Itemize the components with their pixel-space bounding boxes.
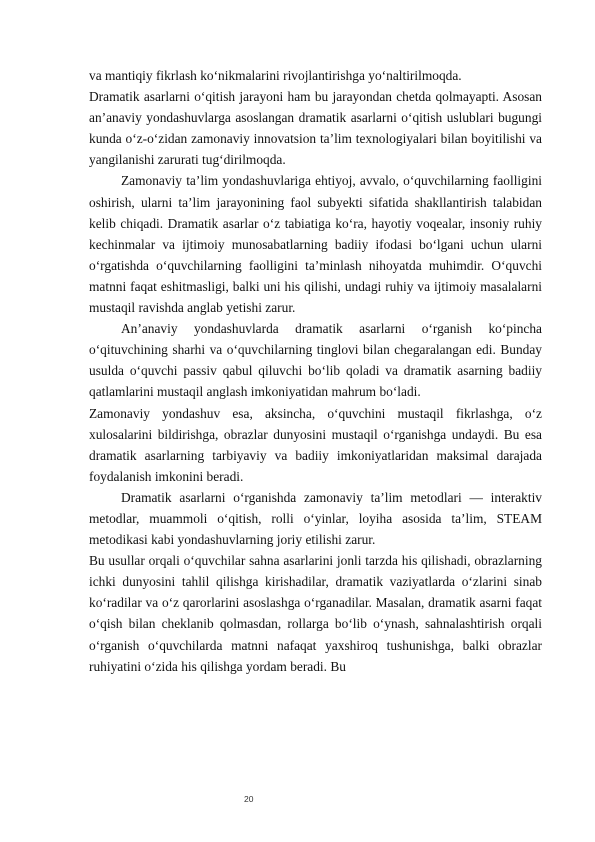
page-number: 20 (244, 794, 254, 804)
paragraph: Dramatik asarlarni o‘qitish jarayoni ham bu jarayondan chetda qolmayapti. Asosan an’anaviy yondashuvlarga asoslangan dramatik asarlarni o‘qitish uslublari bugungi kunda o‘z-o‘zidan zamonaviy innovatsion ta’lim texnologiyalari bilan boyitilishi va yangilanishi zarurati tug‘dirilmoqda. (89, 89, 542, 168)
paragraph: Dramatik asarlarni o‘rganishda zamonaviy ta’lim metodlari — interaktiv metodlar, muammoli o‘qitish, rolli o‘yinlar, loyiha asosida ta’lim, STEAM metodikasi kabi yondashuvlarning joriy etilishi zarur. (89, 489, 542, 548)
paragraph: va mantiqiy fikrlash ko‘nikmalarini rivojlantirishga yo‘naltirilmoqda. (89, 68, 462, 83)
paragraph: Bu usullar orqali o‘quvchilar sahna asarlarini jonli tarzda his qilishadi, obrazlarning ichki dunyosini tahlil qilishga kirishadilar, dramatik vaziyatlarda o‘zlarini sinab ko‘radilar va o‘z qarorlarini asoslashga o‘rganadilar. Masalan, dramatik asarni faqat o‘qish bilan cheklanib qolmasdan, rollarga bo‘lib o‘ynash, sahnalashtirish orqali o‘rganish o‘quvchilarda matnni nafaqat yaxshiroq tushunishga, balki obrazlar ruhiyatini o‘zida his qilishga yordam beradi. Bu (89, 553, 542, 674)
paragraph: Zamonaviy yondashuv esa, aksincha, o‘quvchini mustaqil fikrlashga, o‘z xulosalarini bildirishga, obrazlar dunyosini mustaqil o‘rganishga undaydi. Bu esa dramatik asarlarning tarbiyaviy va badiiy imkoniyatlaridan maksimal darajada foydalanish imkonini beradi. (89, 405, 542, 484)
document-body (89, 65, 542, 677)
paragraph: Zamonaviy ta’lim yondashuvlariga ehtiyoj, avvalo, o‘quvchilarning faolligini oshirish, ularni ta’lim jarayonining faol subyekti sifatida shakllantirish talabidan kelib chiqadi. Dramatik asarlar o‘z tabiatiga ko‘ra, hayotiy voqealar, insoniy ruhiy kechinmalar va ijtimoiy munosabatlarning badiiy ifodasi bo‘lgani uchun ularni o‘rgatishda o‘quvchilarning faolligini ta’minlash nihoyatda muhimdir. O‘quvchi matnni faqat eshitmasligi, balki uni his qilishi, undagi ruhiy va ijtimoiy masalalarni mustaqil ravishda anglab yetishi zarur. (89, 173, 542, 316)
paragraph: An’anaviy yondashuvlarda dramatik asarlarni o‘rganish ko‘pincha o‘qituvchining sharhi va o‘quvchilarning tinglovi bilan chegaralangan edi. Bunday usulda o‘quvchi passiv qabul qiluvchi bo‘lib qoladi va dramatik asarning badiiy qatlamlarini mustaqil anglash imkoniyatidan mahrum bo‘ladi. (89, 321, 542, 400)
